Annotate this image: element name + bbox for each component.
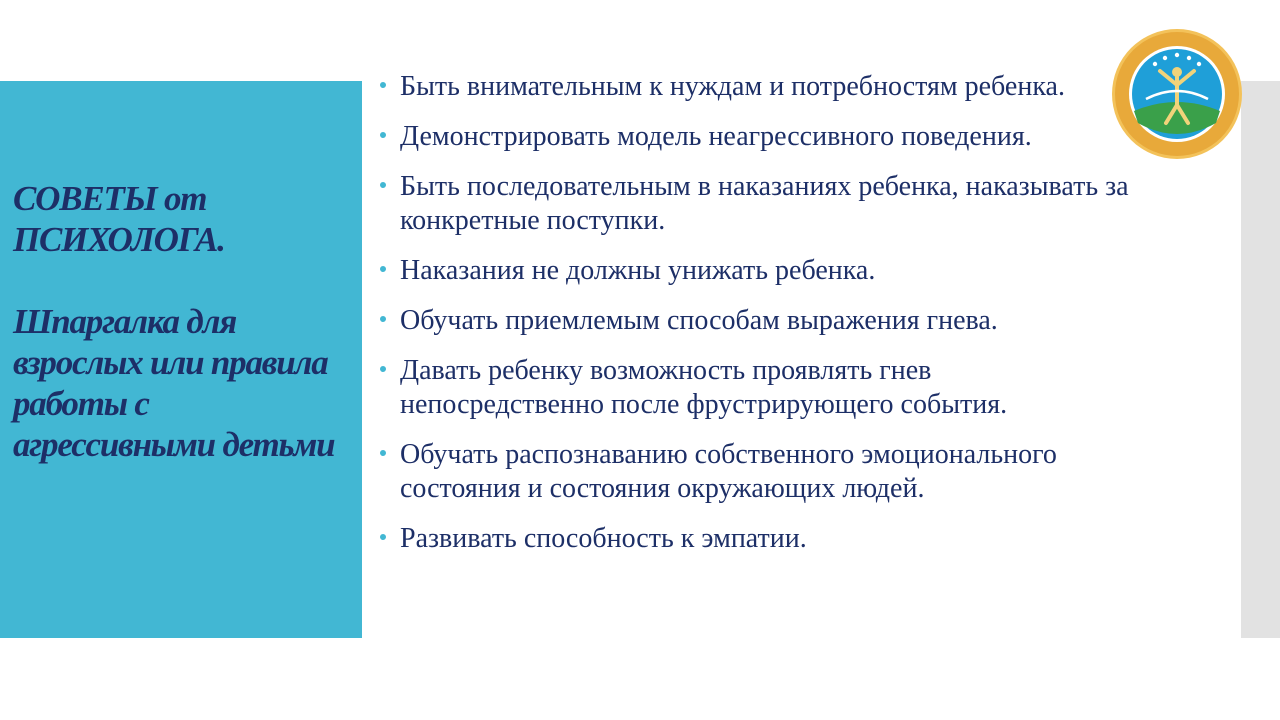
- tip-text: Давать ребенку возможность проявлять гнев непосредственно после фрустрирующего события.: [400, 355, 1008, 420]
- bullet-icon: [380, 182, 386, 188]
- title-spacer: [13, 260, 358, 301]
- tip-text: Развивать способность к эмпатии.: [400, 523, 807, 554]
- subtitle-line-4: агрессивными детьми: [13, 425, 335, 464]
- bullet-icon: [380, 534, 386, 540]
- list-item: [378, 120, 1138, 154]
- subtitle-line-2: взрослых или правила: [13, 343, 328, 382]
- tip-text: Обучать приемлемым способам выражения гнева.: [400, 305, 998, 336]
- list-item: [378, 438, 1138, 506]
- tips-list: [378, 70, 1138, 572]
- list-item: [378, 304, 1138, 338]
- tip-text: Быть последовательным в наказаниях ребенка, наказывать за конкретные поступки.: [400, 171, 1129, 236]
- title-line-1: СОВЕТЫ от: [13, 179, 207, 218]
- right-decorative-strip: [1241, 81, 1280, 638]
- tip-text: Демонстрировать модель неагрессивного поведения.: [400, 121, 1032, 152]
- list-item: [378, 170, 1138, 238]
- bullet-icon: [380, 316, 386, 322]
- bullet-icon: [380, 450, 386, 456]
- bullet-icon: [380, 266, 386, 272]
- list-item: [378, 354, 1138, 422]
- bullet-icon: [380, 132, 386, 138]
- slide-title: [13, 178, 358, 465]
- bullet-icon: [380, 366, 386, 372]
- list-item: [378, 70, 1138, 104]
- tip-text: Быть внимательным к нуждам и потребностям ребенка.: [400, 71, 1065, 102]
- subtitle-line-3: работы с: [13, 384, 149, 423]
- title-line-2: ПСИХОЛОГА.: [13, 220, 225, 259]
- bullet-icon: [380, 82, 386, 88]
- list-item: [378, 254, 1138, 288]
- list-item: [378, 522, 1138, 556]
- tip-text: Обучать распознаванию собственного эмоционального состояния и состояния окружающих людей.: [400, 439, 1057, 504]
- tip-text: Наказания не должны унижать ребенка.: [400, 255, 876, 286]
- subtitle-line-1: Шпаргалка для: [13, 302, 237, 341]
